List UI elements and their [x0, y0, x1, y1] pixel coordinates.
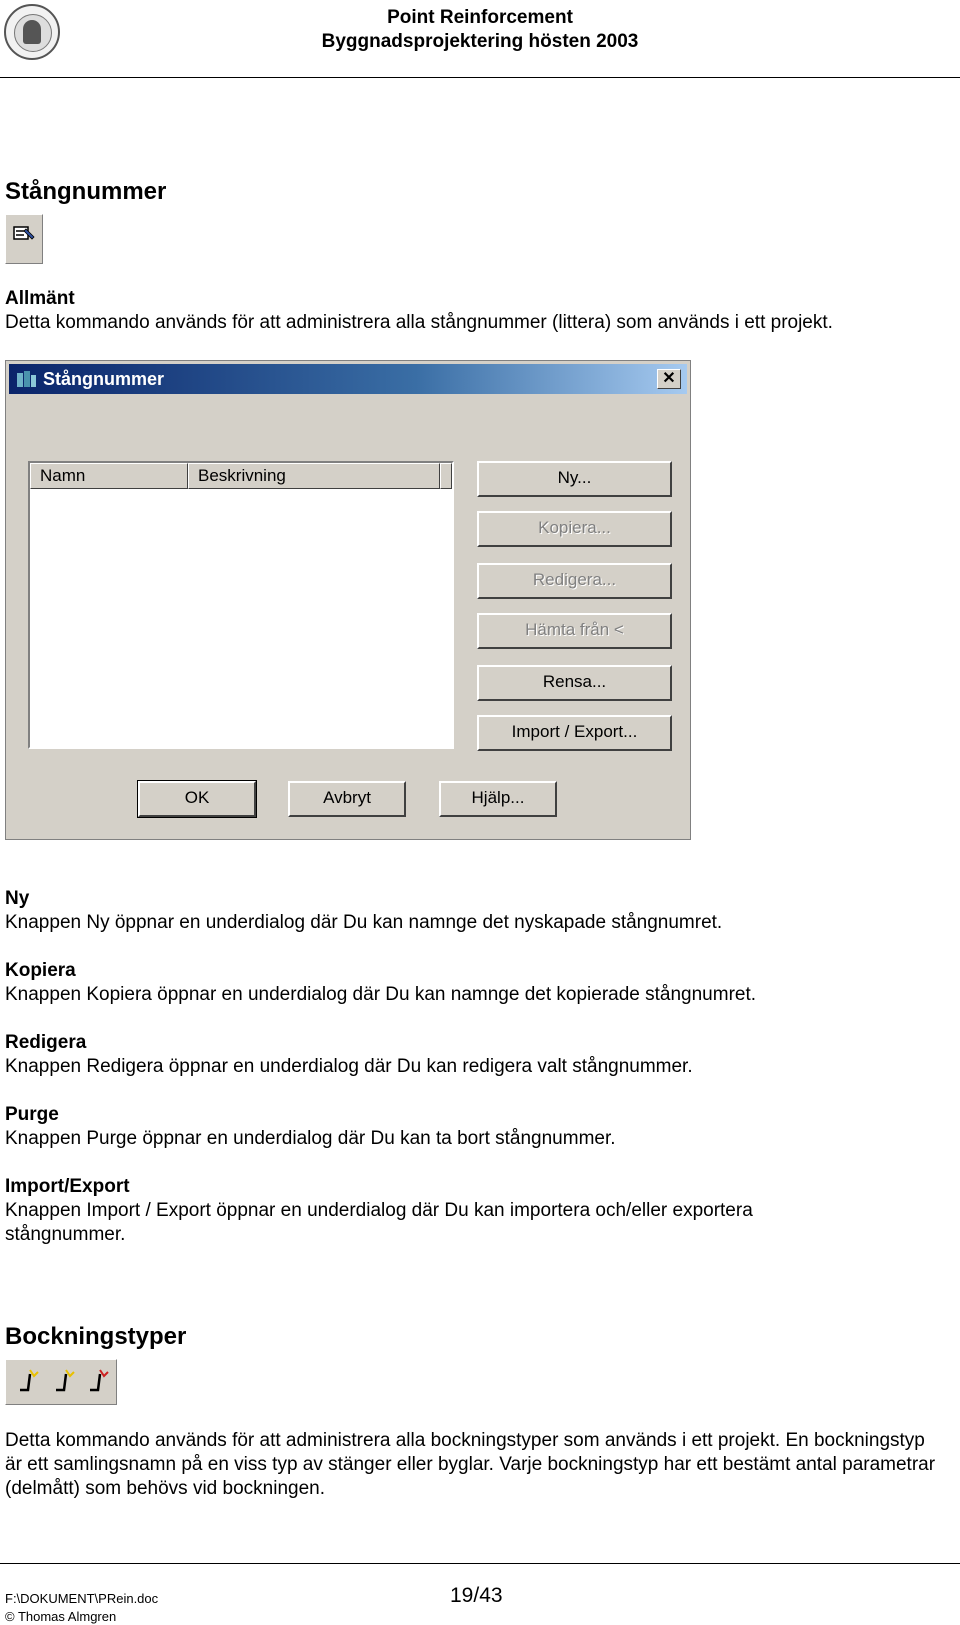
ok-button[interactable]: OK [138, 781, 256, 817]
footer-page-number: 19/43 [450, 1584, 503, 1607]
stangnummer-dialog [5, 360, 691, 840]
redigera-button[interactable]: Redigera... [477, 563, 672, 599]
kopiera-button[interactable]: Kopiera... [477, 511, 672, 547]
bending-type-icon-2 [48, 1366, 78, 1398]
avbryt-button[interactable]: Avbryt [288, 781, 406, 817]
rebar-number-toolbar-icon [5, 214, 43, 264]
desc-title-ny: Ny [5, 888, 30, 909]
rensa-button[interactable]: Rensa... [477, 665, 672, 701]
header-divider [0, 77, 960, 78]
section-heading-bockningstyper: Bockningstyper [5, 1323, 187, 1350]
close-button[interactable] [657, 369, 681, 389]
desc-title-kopiera: Kopiera [5, 960, 76, 981]
import-export-button[interactable]: Import / Export... [477, 715, 672, 751]
header-subtitle: Byggnadsprojektering hösten 2003 [321, 31, 639, 52]
section-heading-stangnummer: Stångnummer [5, 178, 167, 205]
header-title: Point Reinforcement [387, 7, 573, 28]
column-header-filler [440, 463, 452, 489]
column-header-namn[interactable]: Namn [30, 463, 188, 489]
desc-text-redigera: Knappen Redigera öppnar en underdialog där Du kan redigera valt stångnummer. [5, 1056, 693, 1077]
desc-text-purge: Knappen Purge öppnar en underdialog där Du kan ta bort stångnummer. [5, 1128, 616, 1149]
hjalp-button[interactable]: Hjälp... [439, 781, 557, 817]
intro-title: Allmänt [5, 288, 75, 309]
dialog-title: Stångnummer [43, 369, 165, 389]
dialog-title-bar[interactable] [9, 364, 687, 394]
rebar-number-list[interactable] [28, 461, 454, 749]
ny-button[interactable]: Ny... [477, 461, 672, 497]
intro-text: Detta kommando används för att administrera alla stångnummer (littera) som används i ett projekt. [5, 312, 833, 333]
bockningstyper-text: Detta kommando används för att administrera alla bockningstyper som används i ett projekt. En bockningstyp är ett samlingsnamn på en viss typ av stänger eller byglar. Varje bockningstyp har ett bestämt antal parametrar (delmått) som behövs vid bockningen. [5, 1430, 936, 1499]
desc-title-import-export: Import/Export [5, 1176, 130, 1197]
bending-type-icon-1 [12, 1366, 42, 1398]
desc-text-ny: Knappen Ny öppnar en underdialog där Du kan namnge det nyskapade stångnumret. [5, 912, 723, 933]
desc-text-import-export: Knappen Import / Export öppnar en underdialog där Du kan importera och/eller exportera stångnummer. [5, 1200, 753, 1245]
bending-type-toolbar [5, 1359, 117, 1405]
footer-divider [0, 1563, 960, 1564]
footer-copyright: © Thomas Almgren [5, 1609, 117, 1624]
footer-file-path: F:\DOKUMENT\PRein.doc [5, 1591, 159, 1606]
hamta-fran-button[interactable]: Hämta från < [477, 613, 672, 649]
app-icon [15, 369, 37, 389]
desc-title-redigera: Redigera [5, 1032, 87, 1053]
bending-type-icon-3 [82, 1366, 112, 1398]
close-icon: ✕ [662, 370, 676, 387]
desc-text-kopiera: Knappen Kopiera öppnar en underdialog där Du kan namnge det kopierade stångnumret. [5, 984, 757, 1005]
column-header-beskrivning[interactable]: Beskrivning [188, 463, 440, 489]
desc-title-purge: Purge [5, 1104, 59, 1125]
